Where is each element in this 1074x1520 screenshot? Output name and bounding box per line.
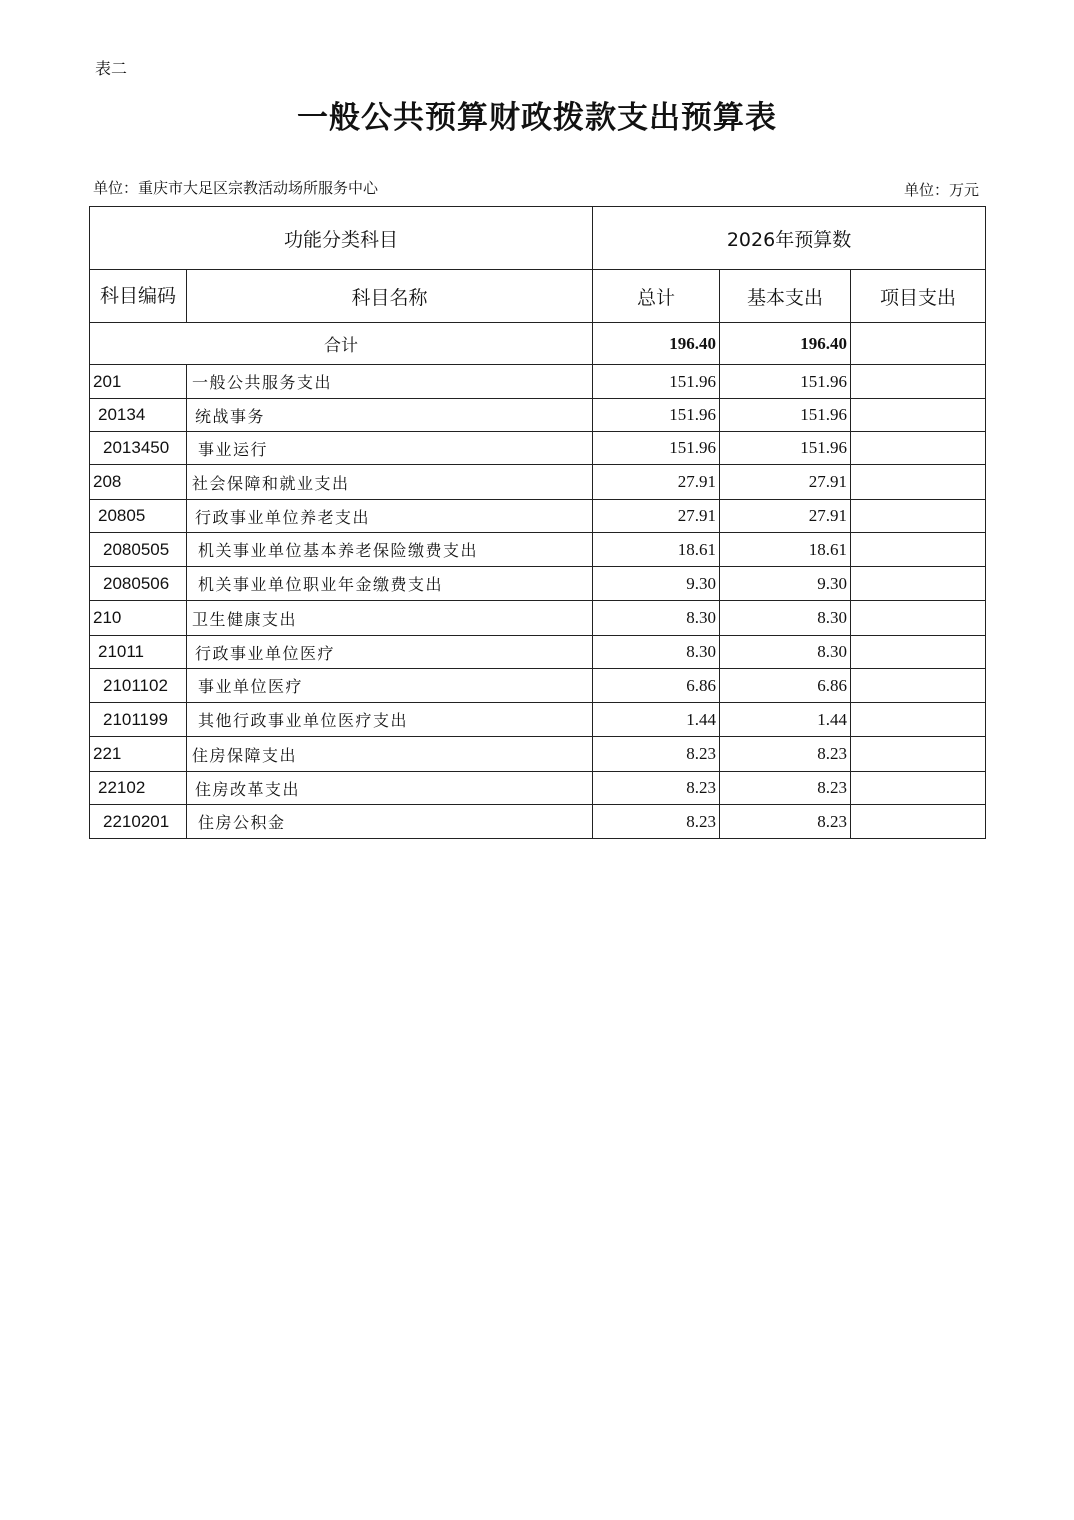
table-row: [90, 601, 986, 636]
subject-name: 住房保障支出: [187, 737, 593, 772]
budget-year-header: 2026年预算数: [593, 207, 986, 270]
project-value: [851, 465, 986, 500]
subject-name: 事业单位医疗: [187, 669, 593, 703]
table-row: [90, 805, 986, 839]
table-number-label: 表二: [95, 59, 128, 78]
project-value: [851, 601, 986, 636]
total-label: 合计: [90, 323, 593, 365]
basic-header: 基本支出: [720, 270, 851, 323]
subject-name: 机关事业单位职业年金缴费支出: [187, 567, 593, 601]
organization-unit-label: 单位：重庆市大足区宗教活动场所服务中心: [93, 179, 379, 197]
basic-value: 18.61: [720, 533, 851, 567]
basic-value: 8.23: [720, 737, 851, 772]
subject-name: 一般公共服务支出: [187, 365, 593, 399]
basic-value: 8.23: [720, 772, 851, 805]
basic-value: 151.96: [720, 365, 851, 399]
basic-value: 6.86: [720, 669, 851, 703]
basic-value: 8.30: [720, 636, 851, 669]
func-class-header: 功能分类科目: [90, 207, 593, 270]
total-value: 9.30: [593, 567, 720, 601]
total-value: 6.86: [593, 669, 720, 703]
project-header: 项目支出: [851, 270, 986, 323]
subject-name: 卫生健康支出: [187, 601, 593, 636]
project-value: [851, 772, 986, 805]
header-row-1: [90, 207, 986, 270]
table-row: [90, 669, 986, 703]
subject-code: 2101199: [90, 703, 187, 737]
table-row: [90, 500, 986, 533]
basic-value: 9.30: [720, 567, 851, 601]
project-value: [851, 636, 986, 669]
total-row-basic: 196.40: [720, 323, 851, 365]
header-row-2: [90, 270, 986, 323]
total-value: 151.96: [593, 432, 720, 465]
subject-code: 208: [90, 465, 187, 500]
basic-value: 8.23: [720, 805, 851, 839]
subject-name: 机关事业单位基本养老保险缴费支出: [187, 533, 593, 567]
project-value: [851, 737, 986, 772]
subject-name: 其他行政事业单位医疗支出: [187, 703, 593, 737]
total-value: 8.23: [593, 805, 720, 839]
subject-name: 统战事务: [187, 399, 593, 432]
subject-code: 221: [90, 737, 187, 772]
project-value: [851, 365, 986, 399]
table-row: [90, 432, 986, 465]
total-value: 8.30: [593, 601, 720, 636]
project-value: [851, 805, 986, 839]
basic-value: 27.91: [720, 465, 851, 500]
budget-table: [89, 206, 986, 839]
subject-code: 2210201: [90, 805, 187, 839]
code-header: 科目编码: [90, 270, 187, 323]
table-row: [90, 636, 986, 669]
total-value: 151.96: [593, 399, 720, 432]
total-row-total: 196.40: [593, 323, 720, 365]
subject-name: 事业运行: [187, 432, 593, 465]
total-value: 27.91: [593, 465, 720, 500]
table-row: [90, 399, 986, 432]
total-value: 8.23: [593, 772, 720, 805]
subject-name: 社会保障和就业支出: [187, 465, 593, 500]
total-row: [90, 323, 986, 365]
basic-value: 151.96: [720, 399, 851, 432]
subject-code: 210: [90, 601, 187, 636]
subject-code: 21011: [90, 636, 187, 669]
page-title: 一般公共预算财政拨款支出预算表: [297, 100, 777, 136]
basic-value: 151.96: [720, 432, 851, 465]
name-header: 科目名称: [187, 270, 593, 323]
project-value: [851, 703, 986, 737]
project-value: [851, 500, 986, 533]
total-value: 1.44: [593, 703, 720, 737]
table-row: [90, 365, 986, 399]
subject-code: 20805: [90, 500, 187, 533]
subject-code: 20134: [90, 399, 187, 432]
project-value: [851, 432, 986, 465]
subject-name: 住房改革支出: [187, 772, 593, 805]
project-value: [851, 399, 986, 432]
project-value: [851, 669, 986, 703]
total-header: 总计: [593, 270, 720, 323]
project-value: [851, 533, 986, 567]
table-row: [90, 737, 986, 772]
table-row: [90, 772, 986, 805]
basic-value: 1.44: [720, 703, 851, 737]
total-value: 8.30: [593, 636, 720, 669]
basic-value: 8.30: [720, 601, 851, 636]
subject-code: 2080505: [90, 533, 187, 567]
table-row: [90, 465, 986, 500]
table-row: [90, 567, 986, 601]
basic-value: 27.91: [720, 500, 851, 533]
total-row-project: [851, 323, 986, 365]
subject-code: 22102: [90, 772, 187, 805]
subject-code: 2013450: [90, 432, 187, 465]
subject-name: 住房公积金: [187, 805, 593, 839]
subject-code: 2101102: [90, 669, 187, 703]
total-value: 151.96: [593, 365, 720, 399]
currency-unit-label: 单位：万元: [903, 181, 979, 199]
subject-name: 行政事业单位养老支出: [187, 500, 593, 533]
total-value: 8.23: [593, 737, 720, 772]
project-value: [851, 567, 986, 601]
subject-name: 行政事业单位医疗: [187, 636, 593, 669]
table-row: [90, 533, 986, 567]
total-value: 18.61: [593, 533, 720, 567]
table-row: [90, 703, 986, 737]
subject-code: 2080506: [90, 567, 187, 601]
subject-code: 201: [90, 365, 187, 399]
total-value: 27.91: [593, 500, 720, 533]
